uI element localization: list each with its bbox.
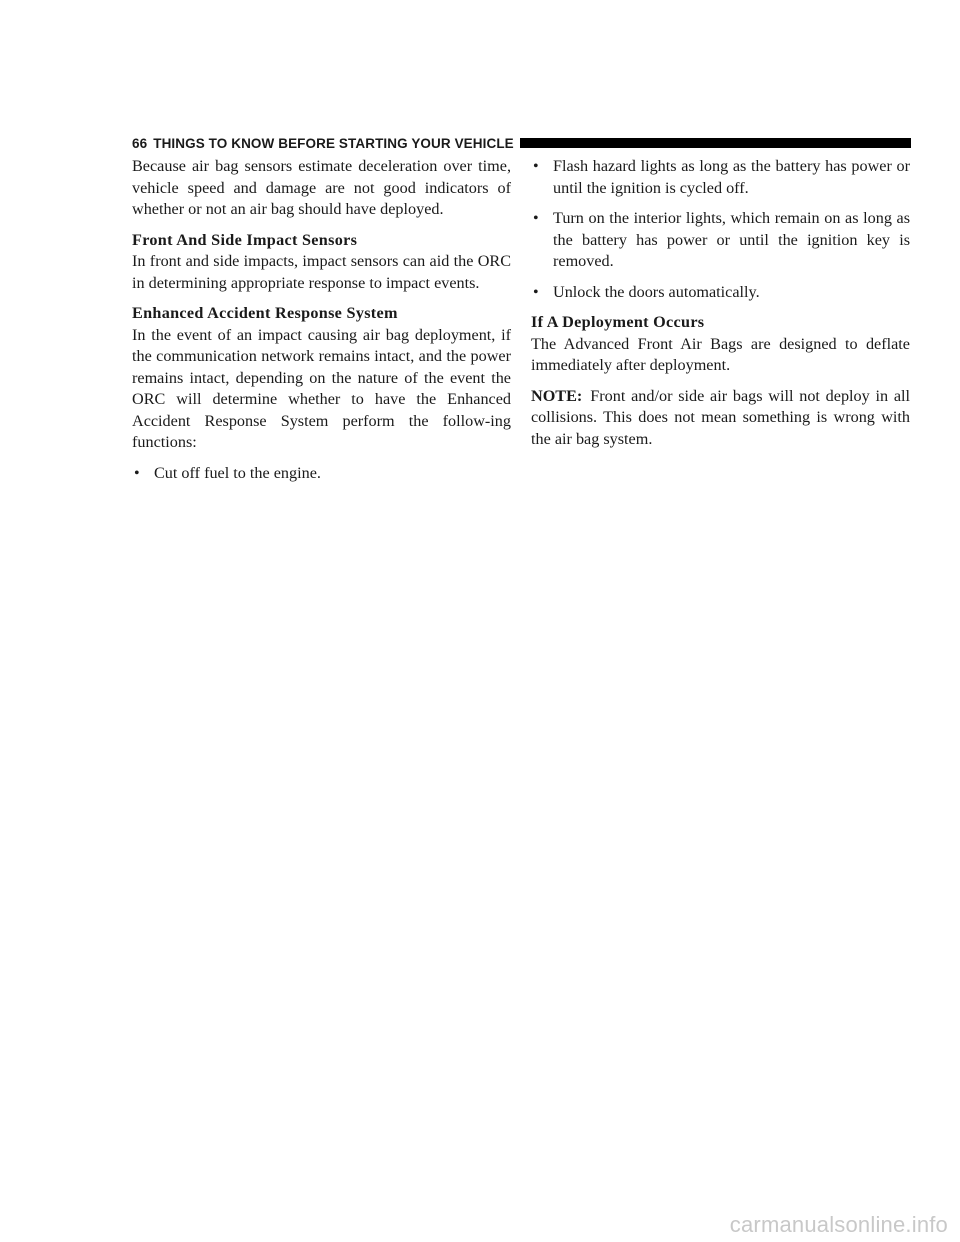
bullet-icon: • [533, 210, 539, 227]
heading-front-side-impact-sensors: Front And Side Impact Sensors [132, 230, 358, 249]
watermark: carmanualsonline.info [729, 1212, 948, 1237]
left-bullet-list [132, 463, 511, 485]
list-item [531, 156, 910, 199]
bullet-icon: • [533, 158, 539, 175]
bullet-icon: • [533, 283, 539, 301]
deployment-body: The Advanced Front Air Bags are designed to deflate immediately after deployment. [531, 334, 910, 374]
page-number: 66 [132, 135, 148, 151]
note-label: NOTE: [531, 386, 583, 405]
enhanced-accident-response-body: In the event of an impact causing air bag deployment, if the communication network remains intact, and the power remains intact, depending on the nature of the event the ORC will determine whether to have the Enhanced Accident Response System perform the follow-ing functions: [132, 325, 511, 451]
intro-paragraph: Because air bag sensors estimate deceleration over time, vehicle speed and damage are not good indicators of whether or not an air bag should have deployed. [132, 157, 511, 218]
heading-if-deployment-occurs: If A Deployment Occurs [531, 313, 705, 331]
list-item [531, 208, 910, 273]
right-column [531, 156, 910, 459]
list-item-text: Unlock the doors automatically. [553, 282, 760, 301]
note-text: Front and/or side air bags will not deploy in all collisions. This does not mean something is wrong with the air bag system. [531, 386, 910, 448]
list-item [132, 463, 511, 485]
running-header [132, 135, 911, 151]
chapter-title: THINGS TO KNOW BEFORE STARTING YOUR VEHICLE [153, 135, 514, 151]
list-item-text: Flash hazard lights as long as the battery has power or until the ignition is cycled off. [553, 157, 910, 197]
bullet-icon: • [134, 464, 140, 482]
list-item-text: Cut off fuel to the engine. [154, 463, 321, 482]
note-paragraph [531, 386, 910, 451]
left-column [132, 156, 511, 493]
list-item-text: Turn on the interior lights, which remain on as long as the battery has power or until the ignition key is removed. [553, 209, 910, 270]
front-side-impact-body: In front and side impacts, impact sensors can aid the ORC in determining appropriate response to impact events. [132, 252, 511, 292]
header-rule-bar [520, 138, 911, 148]
list-item [531, 282, 910, 304]
right-bullet-list [531, 156, 910, 303]
heading-enhanced-accident-response: Enhanced Accident Response System [132, 304, 398, 322]
